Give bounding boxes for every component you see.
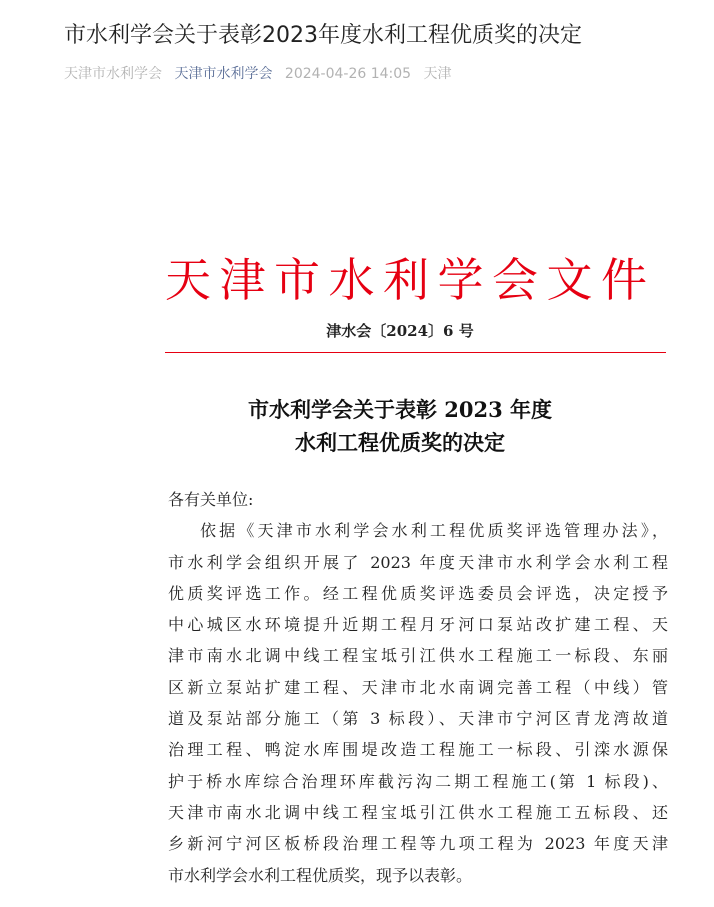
document-number: 津水会〔2024〕6 号 bbox=[326, 322, 474, 340]
document-title-line: 市水利学会关于表彰 2023 年度 bbox=[247, 397, 553, 422]
document-red-header: 天津市水利学会文件 bbox=[165, 253, 647, 307]
body-line: 中心城区水环境提升近期工程月牙河口泵站改扩建工程、天 bbox=[168, 615, 668, 635]
salutation: 各有关单位: bbox=[168, 490, 254, 509]
account-link[interactable]: 天津市水利学会 bbox=[174, 66, 273, 82]
article-title: 市水利学会关于表彰2023年度水利工程优质奖的决定 bbox=[64, 23, 582, 48]
body-line: 津市南水北调中线工程宝坻引江供水工程施工一标段、东丽 bbox=[168, 646, 668, 666]
document-title-line: 水利工程优质奖的决定 bbox=[295, 430, 505, 455]
location: 天津 bbox=[423, 66, 452, 82]
body-line: 护于桥水库综合治理环库截污沟二期工程施工(第 1 标段)、 bbox=[168, 771, 668, 791]
document-body bbox=[168, 484, 668, 891]
body-line: 优质奖评选工作。经工程优质奖评选委员会评选，决定授予 bbox=[168, 583, 668, 603]
body-line: 市水利学会组织开展了 2023 年度天津市水利学会水利工程 bbox=[168, 552, 668, 572]
body-line: 道及泵站部分施工（第 3 标段）、天津市宁河区青龙湾故道 bbox=[168, 709, 668, 729]
publish-time: 2024-04-26 14:05 bbox=[284, 66, 412, 82]
red-divider bbox=[165, 352, 666, 353]
author: 天津市水利学会 bbox=[64, 66, 162, 82]
body-line: 市水利学会水利工程优质奖，现予以表彰。 bbox=[168, 865, 473, 885]
body-line: 治理工程、鸭淀水库围堤改造工程施工一标段、引滦水源保 bbox=[168, 740, 668, 760]
body-line: 区新立泵站扩建工程、天津市北水南调完善工程（中线）管 bbox=[168, 677, 668, 697]
article-meta bbox=[64, 63, 460, 83]
body-line: 天津市南水北调中线工程宝坻引江供水工程施工五标段、还 bbox=[168, 802, 668, 822]
body-line: 乡新河宁河区板桥段治理工程等九项工程为 2023 年度天津 bbox=[168, 834, 668, 854]
body-line: 依据《天津市水利学会水利工程优质奖评选管理办法》， bbox=[200, 521, 668, 541]
